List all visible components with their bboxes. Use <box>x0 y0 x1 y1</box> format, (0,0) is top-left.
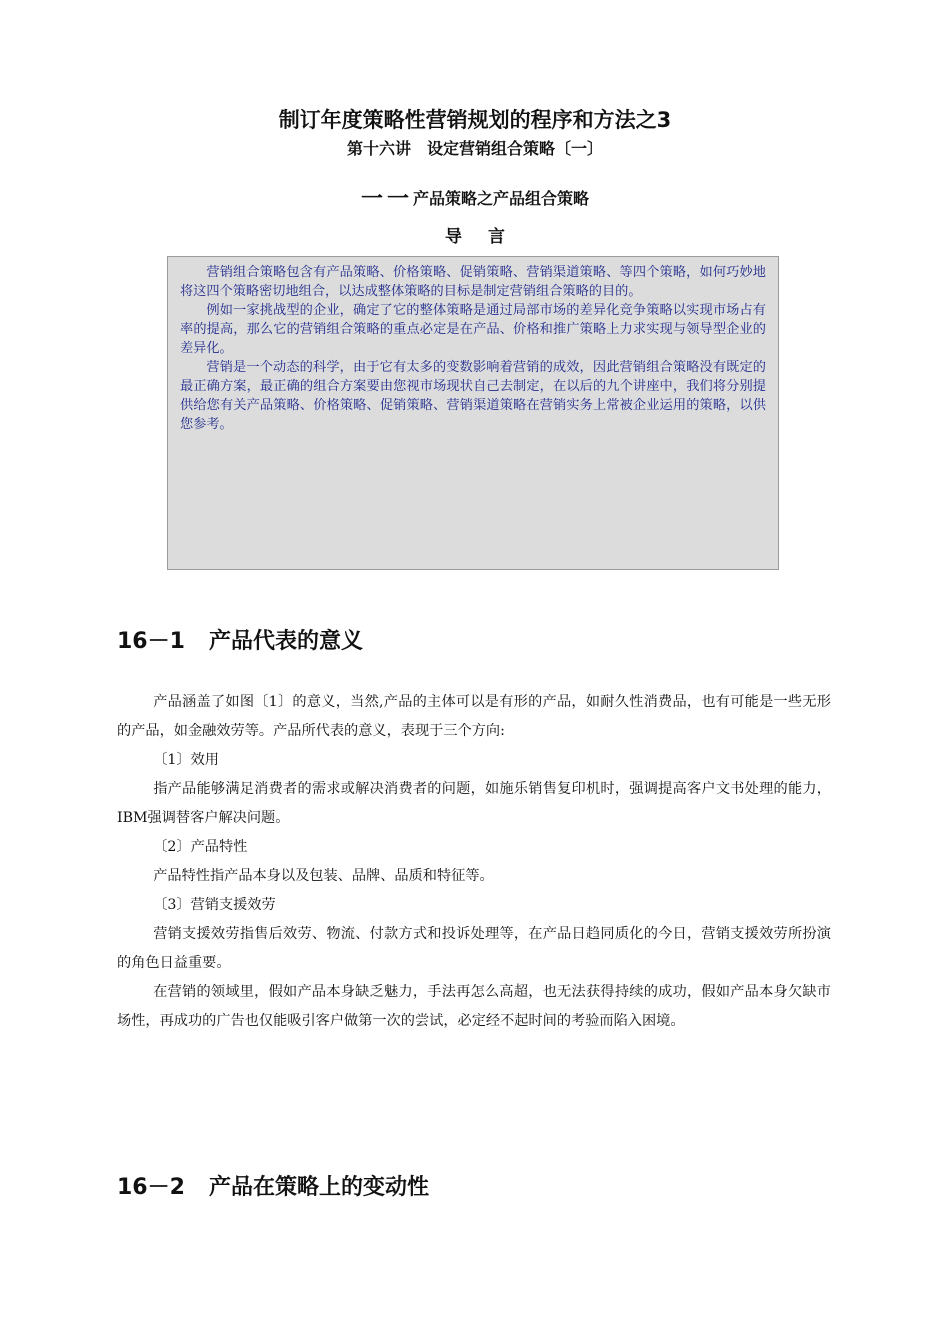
intro-paragraph: 营销组合策略包含有产品策略、价格策略、促销策略、营销渠道策略、等四个策略，如何巧妙地将这四个策略密切地组合，以达成整体策略的目标是制定营销组合策略的目的。 <box>180 265 766 299</box>
lecture-subtitle: 第十六讲 设定营销组合策略〔一〕 <box>346 139 603 158</box>
body-subheading: 〔3〕营销支援效劳 <box>153 897 276 913</box>
topic-subtitle-text: 产品策略之产品组合策略 <box>413 189 590 208</box>
body-subheading: 〔1〕效用 <box>153 752 219 768</box>
body-paragraph: 产品特性指产品本身以及包装、品牌、品质和特征等。 <box>153 868 494 884</box>
body-paragraph: 指产品能够满足消费者的需求或解决消费者的问题，如施乐销售复印机时，强调提高客户文书处理的能力，IBM强调替客户解决问题。 <box>117 781 831 826</box>
em-dash-mark: 一一 <box>360 187 413 212</box>
body-paragraph: 在营销的领域里，假如产品本身缺乏魅力，手法再怎么高超，也无法获得持续的成功，假如产品本身欠缺市场性，再成功的广告也仅能吸引客户做第一次的尝试，必定经不起时间的考验而陷入困境。 <box>117 984 831 1029</box>
section-heading-16-1 <box>117 624 363 655</box>
section-number: 16－1 <box>117 629 185 654</box>
intro-heading: 导言 <box>445 227 531 247</box>
section-title: 产品在策略上的变动性 <box>209 1175 430 1200</box>
document-title: 制订年度策略性营销规划的程序和方法之3 <box>278 108 672 132</box>
body-paragraph: 产品涵盖了如图〔1〕的意义，当然,产品的主体可以是有形的产品，如耐久性消费品，也有可能是一些无形的产品，如金融效劳等。产品所代表的意义，表现于三个方向: <box>117 694 831 739</box>
section-heading-16-2 <box>117 1170 429 1201</box>
section-title: 产品代表的意义 <box>209 629 364 654</box>
section-number: 16－2 <box>117 1175 185 1200</box>
section-body-16-1 <box>117 688 831 1036</box>
intro-box <box>167 256 779 570</box>
intro-paragraph: 营销是一个动态的科学，由于它有太多的变数影响着营销的成效，因此营销组合策略没有既定的最正确方案，最正确的组合方案要由您视市场现状自己去制定，在以后的九个讲座中，我们将分别提供给您有关产品策略、价格策略、促销策略、营销渠道策略在营销实务上常被企业运用的策略，以供您参考。 <box>180 360 766 432</box>
intro-paragraph: 例如一家挑战型的企业，确定了它的整体策略是通过局部市场的差异化竞争策略以实现市场占有率的提高，那么它的营销组合策略的重点必定是在产品、价格和推广策略上力求实现与领导型企业的差异化。 <box>180 303 766 356</box>
body-paragraph: 营销支援效劳指售后效劳、物流、付款方式和投诉处理等，在产品日趋同质化的今日，营销支援效劳所扮演的角色日益重要。 <box>117 926 831 971</box>
topic-subtitle <box>0 182 950 213</box>
body-subheading: 〔2〕产品特性 <box>153 839 248 855</box>
